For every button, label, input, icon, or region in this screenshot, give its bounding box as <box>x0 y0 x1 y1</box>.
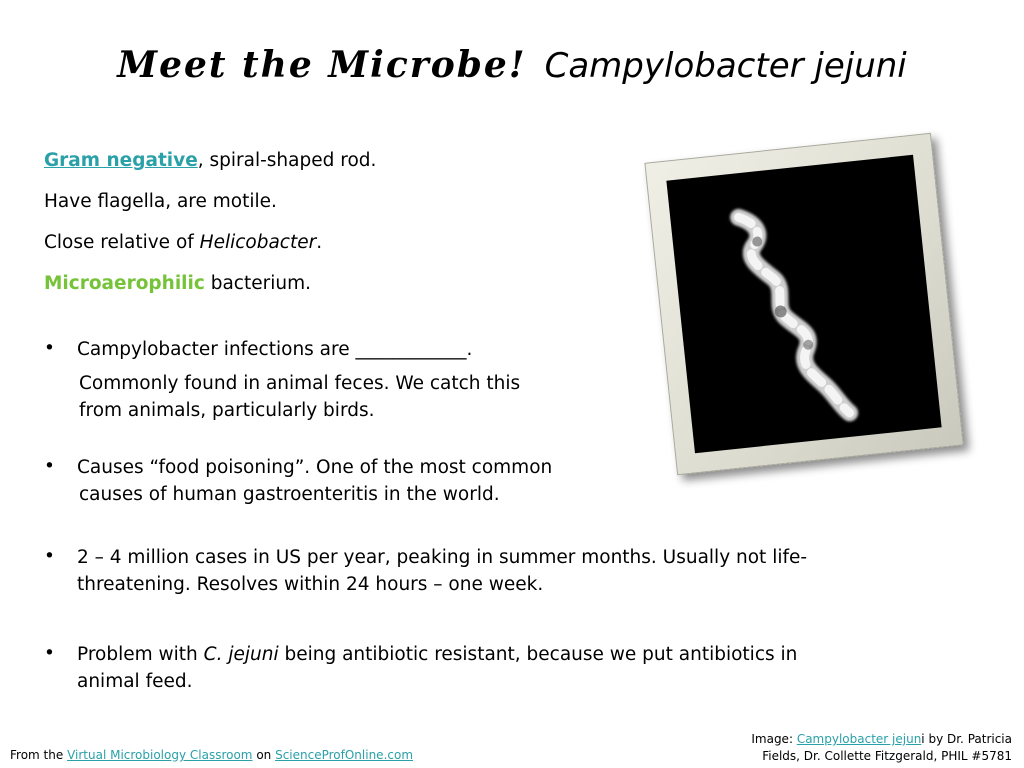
title-species-name: Campylobacter jejuni <box>544 46 907 86</box>
bullet-cases-line2: threatening. Resolves within 24 hours – one week. <box>77 574 544 595</box>
bullet-food-poisoning-line2: causes of human gastroenteritis in the world. <box>79 484 500 505</box>
campylobacter-micrograph <box>666 155 941 453</box>
fact-line-gram <box>44 148 376 174</box>
title-meet-the-microbe: Meet the Microbe! <box>117 44 527 86</box>
bullet-antibiotic <box>77 641 797 695</box>
c-jejuni-term: C. jejuni <box>203 644 279 665</box>
virtual-microbiology-classroom-link[interactable]: Virtual Microbiology Classroom <box>67 748 253 762</box>
bullet-food-poisoning <box>77 454 552 508</box>
fact-line-flagella: Have flagella, are motile. <box>44 191 277 212</box>
fact-line-relative-suffix: . <box>316 232 323 253</box>
image-credit-prefix: Image: <box>751 732 797 746</box>
helicobacter-term: Helicobacter <box>199 232 317 253</box>
bullet-cases <box>77 544 807 598</box>
bullet-infections-line3: from animals, particularly birds. <box>79 400 375 421</box>
bullet-infections <box>77 336 520 424</box>
footer-prefix: From the <box>10 748 68 762</box>
bullet-antibiotic-line2: animal feed. <box>77 671 193 692</box>
campylobacter-jejuni-link[interactable]: Campylobacter jejun <box>796 732 922 746</box>
bullet-cases-line1: 2 – 4 million cases in US per year, peaking in summer months. Usually not life- <box>77 547 808 568</box>
micrograph-frame <box>644 133 963 475</box>
fact-line-gram-text: , spiral-shaped rod. <box>197 150 377 171</box>
gram-negative-link[interactable]: Gram negative <box>44 150 198 171</box>
bullet-antibiotic-prefix: Problem with <box>77 644 204 665</box>
image-credit-line1 <box>751 731 1012 748</box>
image-credit-line2: Fields, Dr. Collette Fitzgerald, PHIL #5781 <box>762 749 1012 763</box>
fact-line-relative <box>44 230 322 256</box>
bullet-infections-line2: Commonly found in animal feces. We catch this <box>79 373 521 394</box>
bullet-marker: • <box>44 338 55 359</box>
bullet-marker: • <box>44 643 55 664</box>
bullet-marker: • <box>44 456 55 477</box>
bullet-antibiotic-rest: being antibiotic resistant, because we put antibiotics in <box>278 644 798 665</box>
fact-line-relative-prefix: Close relative of <box>44 232 200 253</box>
bullet-marker: • <box>44 546 55 567</box>
footer-middle: on <box>252 748 276 762</box>
spiral-bacterium-image <box>666 155 941 453</box>
image-credit <box>751 731 1012 765</box>
microaerophilic-term: Microaerophilic <box>44 273 205 294</box>
bullet-antibiotic-line1 <box>77 641 797 668</box>
bullet-infections-line1: Campylobacter infections are ____________. <box>77 339 473 360</box>
page-title <box>0 44 1024 86</box>
footer-source <box>10 747 413 764</box>
image-credit-link-tail: i <box>921 732 925 746</box>
scienceprofonline-link[interactable]: ScienceProfOnline.com <box>275 748 414 762</box>
fact-line-microaerophilic-text: bacterium. <box>204 273 311 294</box>
image-credit-author: by Dr. Patricia <box>924 732 1012 746</box>
bullet-food-poisoning-line1: Causes “food poisoning”. One of the most common <box>77 457 553 478</box>
fact-line-microaerophilic <box>44 271 311 297</box>
